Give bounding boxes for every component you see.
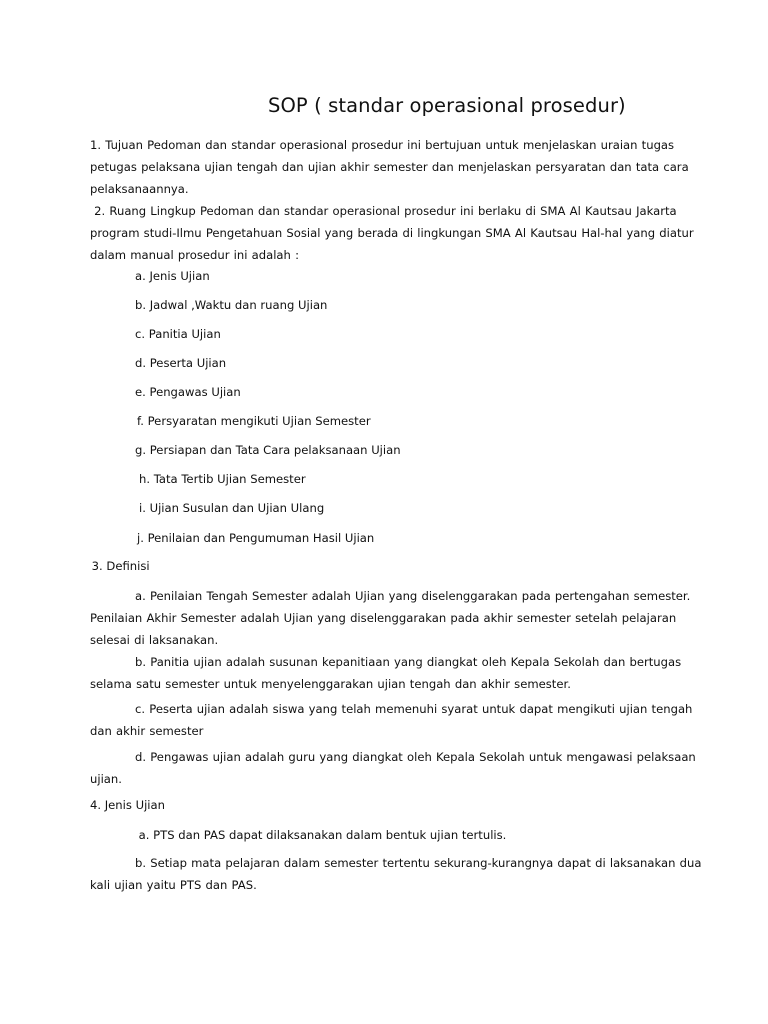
text-line: selesai di laksanakan. bbox=[90, 633, 219, 647]
text-line: b. Setiap mata pelajaran dalam semester tertentu sekurang-kurangnya dapat di laksanakan dua bbox=[135, 856, 702, 870]
scope-item-e: e. Pengawas Ujian bbox=[135, 385, 241, 399]
scope-item-f: f. Persyaratan mengikuti Ujian Semester bbox=[137, 414, 371, 428]
text-line: dan akhir semester bbox=[90, 724, 204, 738]
exam-type-item-b bbox=[90, 852, 702, 896]
text-line: b. Panitia ujian adalah susunan kepanitiaan yang diangkat oleh Kepala Sekolah dan bertugas bbox=[135, 655, 682, 669]
scope-item-a: a. Jenis Ujian bbox=[135, 269, 210, 283]
text-line: 1. Tujuan Pedoman dan standar operasional prosedur ini bertujuan untuk menjelaskan uraian tugas bbox=[90, 138, 675, 152]
scope-item-d: d. Peserta Ujian bbox=[135, 356, 227, 370]
scope-item-c: c. Panitia Ujian bbox=[135, 327, 221, 341]
exam-type-item-a: a. PTS dan PAS dapat dilaksanakan dalam bentuk ujian tertulis. bbox=[135, 828, 507, 842]
text-line: pelaksanaannya. bbox=[90, 182, 189, 196]
definition-a bbox=[90, 585, 690, 651]
section-4-heading: 4. Jenis Ujian bbox=[90, 798, 165, 812]
scope-item-b: b. Jadwal ,Waktu dan ruang Ujian bbox=[135, 298, 328, 312]
document-title: SOP ( standar operasional prosedur) bbox=[268, 94, 626, 117]
text-line: dalam manual prosedur ini adalah : bbox=[90, 248, 299, 262]
text-line: 2. Ruang Lingkup Pedoman dan standar operasional prosedur ini berlaku di SMA Al Kautsau Jakarta bbox=[90, 204, 677, 218]
section-2-scope bbox=[90, 200, 694, 266]
text-line: c. Peserta ujian adalah siswa yang telah memenuhi syarat untuk dapat mengikuti ujian tengah bbox=[135, 702, 693, 716]
text-line: selama satu semester untuk menyelenggarakan ujian tengah dan akhir semester. bbox=[90, 677, 571, 691]
text-line: petugas pelaksana ujian tengah dan ujian akhir semester dan menjelaskan persyaratan dan tata cara bbox=[90, 160, 689, 174]
scope-item-i: i. Ujian Susulan dan Ujian Ulang bbox=[139, 501, 325, 515]
definition-d bbox=[90, 746, 696, 790]
definition-c bbox=[90, 698, 693, 742]
scope-item-g: g. Persiapan dan Tata Cara pelaksanaan Ujian bbox=[135, 443, 401, 457]
text-line: Penilaian Akhir Semester adalah Ujian yang diselenggarakan pada akhir semester setelah pelajaran bbox=[90, 611, 677, 625]
scope-item-h: h. Tata Tertib Ujian Semester bbox=[139, 472, 306, 486]
text-line: d. Pengawas ujian adalah guru yang diangkat oleh Kepala Sekolah untuk mengawasi pelaksaan bbox=[135, 750, 696, 764]
text-line: kali ujian yaitu PTS dan PAS. bbox=[90, 878, 257, 892]
text-line: a. Penilaian Tengah Semester adalah Ujian yang diselenggarakan pada pertengahan semester. bbox=[135, 589, 691, 603]
text-line: program studi-Ilmu Pengetahuan Sosial yang berada di lingkungan SMA Al Kautsau Hal-hal yang diatur bbox=[90, 226, 694, 240]
section-3-heading: 3. Definisi bbox=[88, 559, 150, 573]
scope-item-j: j. Penilaian dan Pengumuman Hasil Ujian bbox=[137, 531, 375, 545]
section-1-purpose bbox=[90, 134, 690, 200]
text-line: ujian. bbox=[90, 772, 122, 786]
definition-b bbox=[90, 651, 690, 695]
